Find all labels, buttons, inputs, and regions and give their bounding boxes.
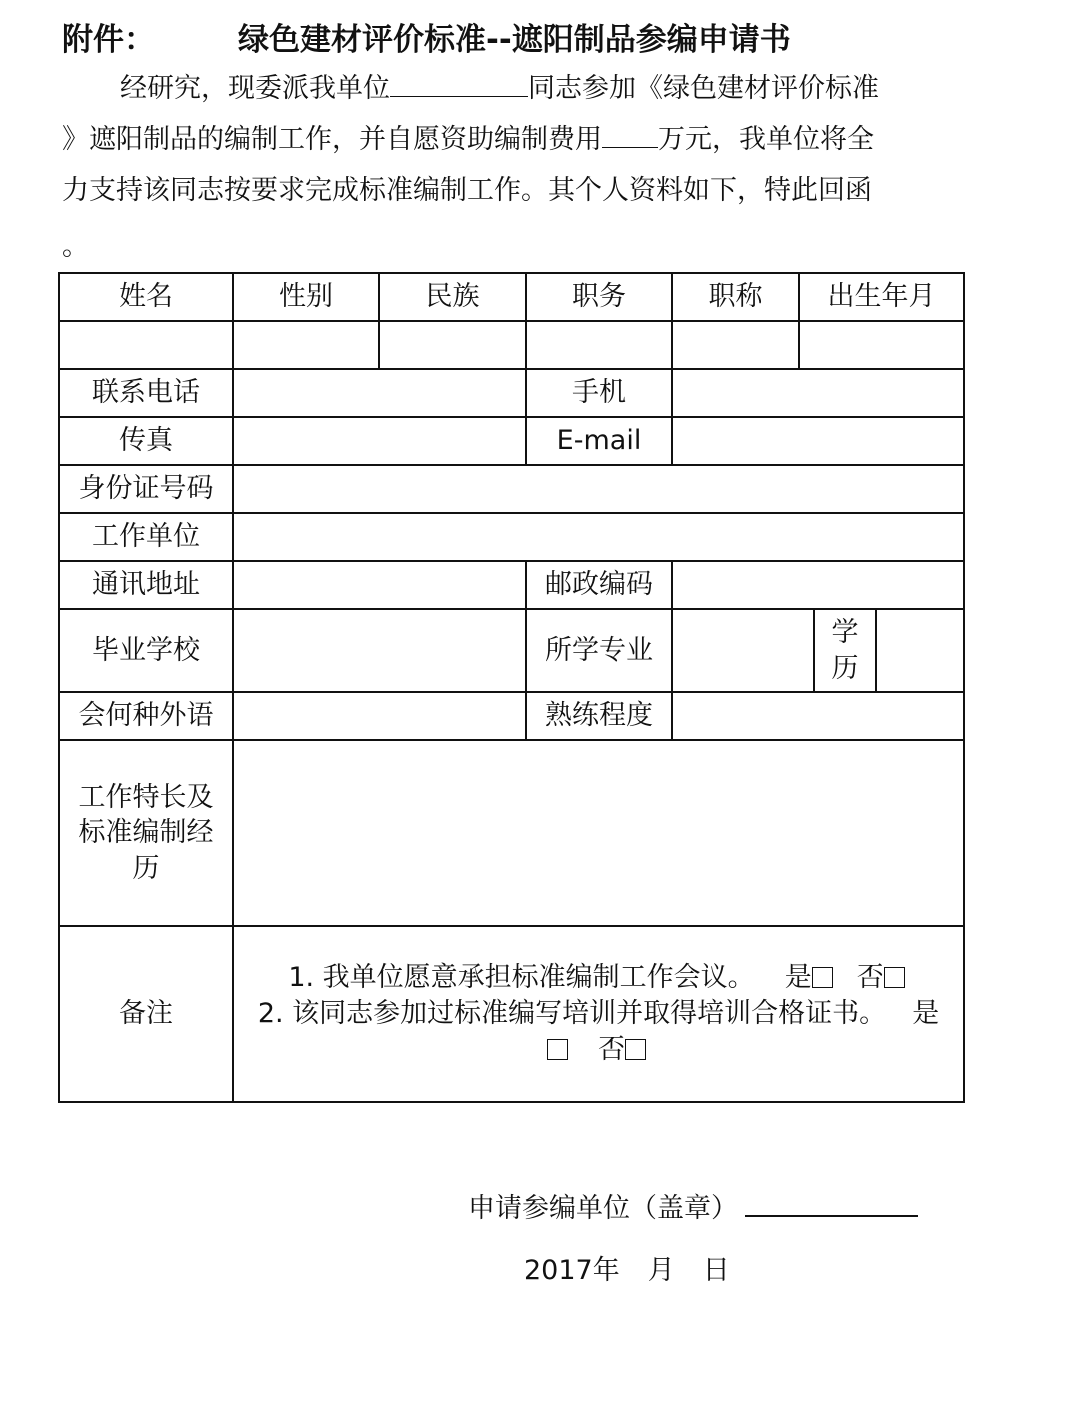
position-header: 职务: [526, 273, 672, 321]
fax-value[interactable]: [233, 417, 526, 465]
table-row: [59, 417, 964, 465]
table-row: [59, 513, 964, 561]
gender-header: 性别: [233, 273, 379, 321]
table-row: [59, 273, 964, 321]
delegate-name-blank: [390, 72, 528, 97]
mobile-label: 手机: [526, 369, 672, 417]
name-value[interactable]: [59, 321, 233, 369]
expertise-label: 工作特长及 标准编制经 历: [59, 740, 233, 926]
language-label: 会何种外语: [59, 692, 233, 740]
employer-label: 工作单位: [59, 513, 233, 561]
table-row: [59, 465, 964, 513]
remark-1-yes-checkbox[interactable]: [812, 967, 833, 988]
intro-line-1: 经研究，现委派我单位 同志参加《绿色建材评价标准: [120, 73, 879, 104]
major-label: 所学专业: [526, 609, 672, 692]
table-row: [59, 321, 964, 369]
position-value[interactable]: [526, 321, 672, 369]
id-number-label: 身份证号码: [59, 465, 233, 513]
remark-1-no-checkbox[interactable]: [884, 967, 905, 988]
sign-date: 2017年 月 日: [524, 1255, 730, 1286]
remark-2-no-checkbox[interactable]: [625, 1039, 646, 1060]
major-value[interactable]: [672, 609, 814, 692]
postcode-label: 邮政编码: [526, 561, 672, 609]
table-row: [59, 609, 964, 692]
ethnicity-header: 民族: [379, 273, 526, 321]
degree-value[interactable]: [876, 609, 964, 692]
ethnicity-value[interactable]: [379, 321, 526, 369]
title-value[interactable]: [672, 321, 799, 369]
seal-signature-line: [745, 1215, 918, 1217]
document-header: [62, 14, 962, 58]
phone-label: 联系电话: [59, 369, 233, 417]
application-form-table: [58, 272, 965, 1103]
gender-value[interactable]: [233, 321, 379, 369]
remark-2-options: 否: [234, 1032, 963, 1068]
degree-label: 学 历: [814, 609, 876, 692]
school-label: 毕业学校: [59, 609, 233, 692]
email-value[interactable]: [672, 417, 964, 465]
remark-2-yes-checkbox[interactable]: [547, 1039, 568, 1060]
attachment-label: 附件：: [62, 22, 155, 58]
table-row: [59, 740, 964, 926]
remarks-label: 备注: [59, 926, 233, 1102]
phone-value[interactable]: [233, 369, 526, 417]
language-value[interactable]: [233, 692, 526, 740]
document-title: 绿色建材评价标准--遮阳制品参编申请书: [238, 22, 791, 58]
table-row: [59, 926, 964, 1102]
intro-line-4: 。: [62, 231, 89, 262]
proficiency-value[interactable]: [672, 692, 964, 740]
name-header: 姓名: [59, 273, 233, 321]
table-row: [59, 561, 964, 609]
proficiency-label: 熟练程度: [526, 692, 672, 740]
expertise-value[interactable]: [233, 740, 964, 926]
birth-value[interactable]: [799, 321, 964, 369]
employer-value[interactable]: [233, 513, 964, 561]
remarks-content: [233, 926, 964, 1102]
postcode-value[interactable]: [672, 561, 964, 609]
title-header: 职称: [672, 273, 799, 321]
intro-line-3: 力支持该同志按要求完成标准编制工作。其个人资料如下，特此回函: [62, 175, 872, 206]
table-row: [59, 692, 964, 740]
email-label: E-mail: [526, 417, 672, 465]
fax-label: 传真: [59, 417, 233, 465]
school-value[interactable]: [233, 609, 526, 692]
address-value[interactable]: [233, 561, 526, 609]
mobile-value[interactable]: [672, 369, 964, 417]
birth-header: 出生年月: [799, 273, 964, 321]
id-number-value[interactable]: [233, 465, 964, 513]
table-row: [59, 369, 964, 417]
address-label: 通讯地址: [59, 561, 233, 609]
fee-amount-blank: [602, 123, 658, 148]
remark-2: 2. 该同志参加过标准编写培训并取得培训合格证书。 是: [257, 998, 940, 1029]
intro-line-2: 》遮阳制品的编制工作，并自愿资助编制费用 万元，我单位将全: [62, 124, 874, 155]
applicant-seal-label: 申请参编单位（盖章）: [468, 1193, 738, 1224]
remark-1: 1. 我单位愿意承担标准编制工作会议。 是 否: [234, 960, 963, 996]
